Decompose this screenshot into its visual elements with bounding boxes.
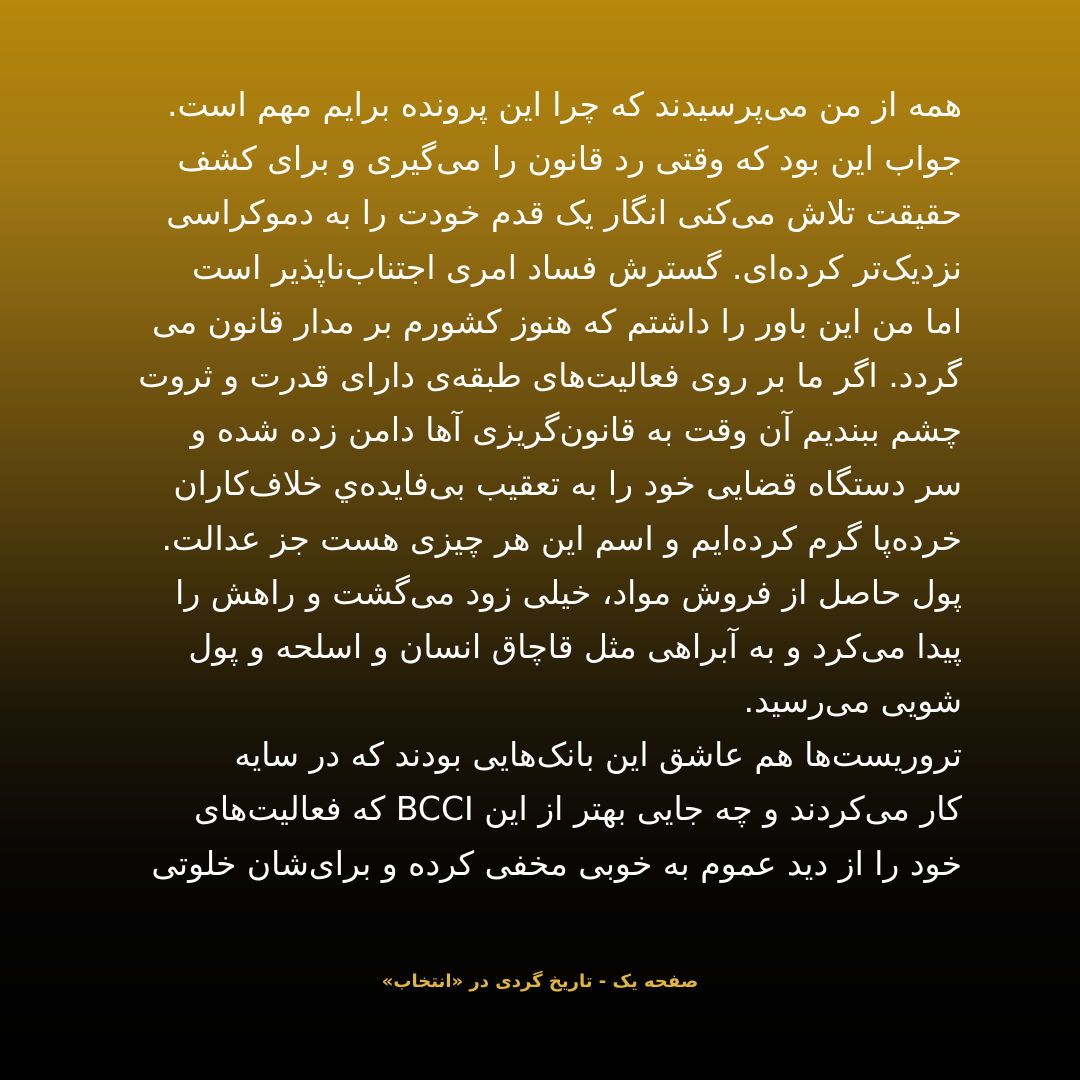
body-line: نزدیک‌تر کرده‌ای. گسترش فساد امری اجتناب‌ناپذیر است <box>192 247 962 287</box>
body-line: پول حاصل از فروش مواد، خیلی زود می‌گشت و راهش را <box>175 572 962 612</box>
body-line: چشم ببندیم آن وقت به قانون‌گریزی آها دامن زده شده و <box>190 410 962 450</box>
body-line: خرده‌پا گرم کرده‌ایم و اسم این هر چیزی هست جز عدالت. <box>161 518 962 558</box>
body-line: سر دستگاه قضایی خود را به تعقیب بی‌فایده‌ي خلاف‌کاران <box>173 464 962 504</box>
footer-caption: صفحه یک - تاریخ گردی در «انتخاب» <box>381 971 699 992</box>
body-line: جواب این بود که وقتی رد قانون را می‌گیری و برای کشف <box>177 139 962 179</box>
body-line: گردد. اگر ما بر روی فعالیت‌های طبقه‌ی دارای قدرت و ثروت <box>138 355 962 395</box>
body-line: حقیقت تلاش می‌کنی انگار یک قدم خودت را به دموکراسی <box>166 193 962 233</box>
body-line: خود را از دید عموم به خوبی مخفی کرده و برای‌شان خلوتی <box>151 843 962 883</box>
body-line: تروریست‌ها هم عاشق این بانک‌هایی بودند که در سایه <box>234 735 962 775</box>
body-line: شویی می‌رسید. <box>743 681 962 721</box>
body-line: کار می‌کردند و چه جایی بهتر از این BCCI که فعالیت‌های <box>194 789 962 829</box>
body-paragraph <box>118 78 962 891</box>
body-line: پیدا می‌کرد و به آبراهی مثل قاچاق انسان و اسلحه و پول <box>188 626 962 666</box>
body-line: همه از من می‌پرسیدند که چرا این پرونده برایم مهم است. <box>166 85 962 124</box>
body-line: اما من این باور را داشتم که هنوز کشورم بر مدار قانون می <box>152 301 962 341</box>
